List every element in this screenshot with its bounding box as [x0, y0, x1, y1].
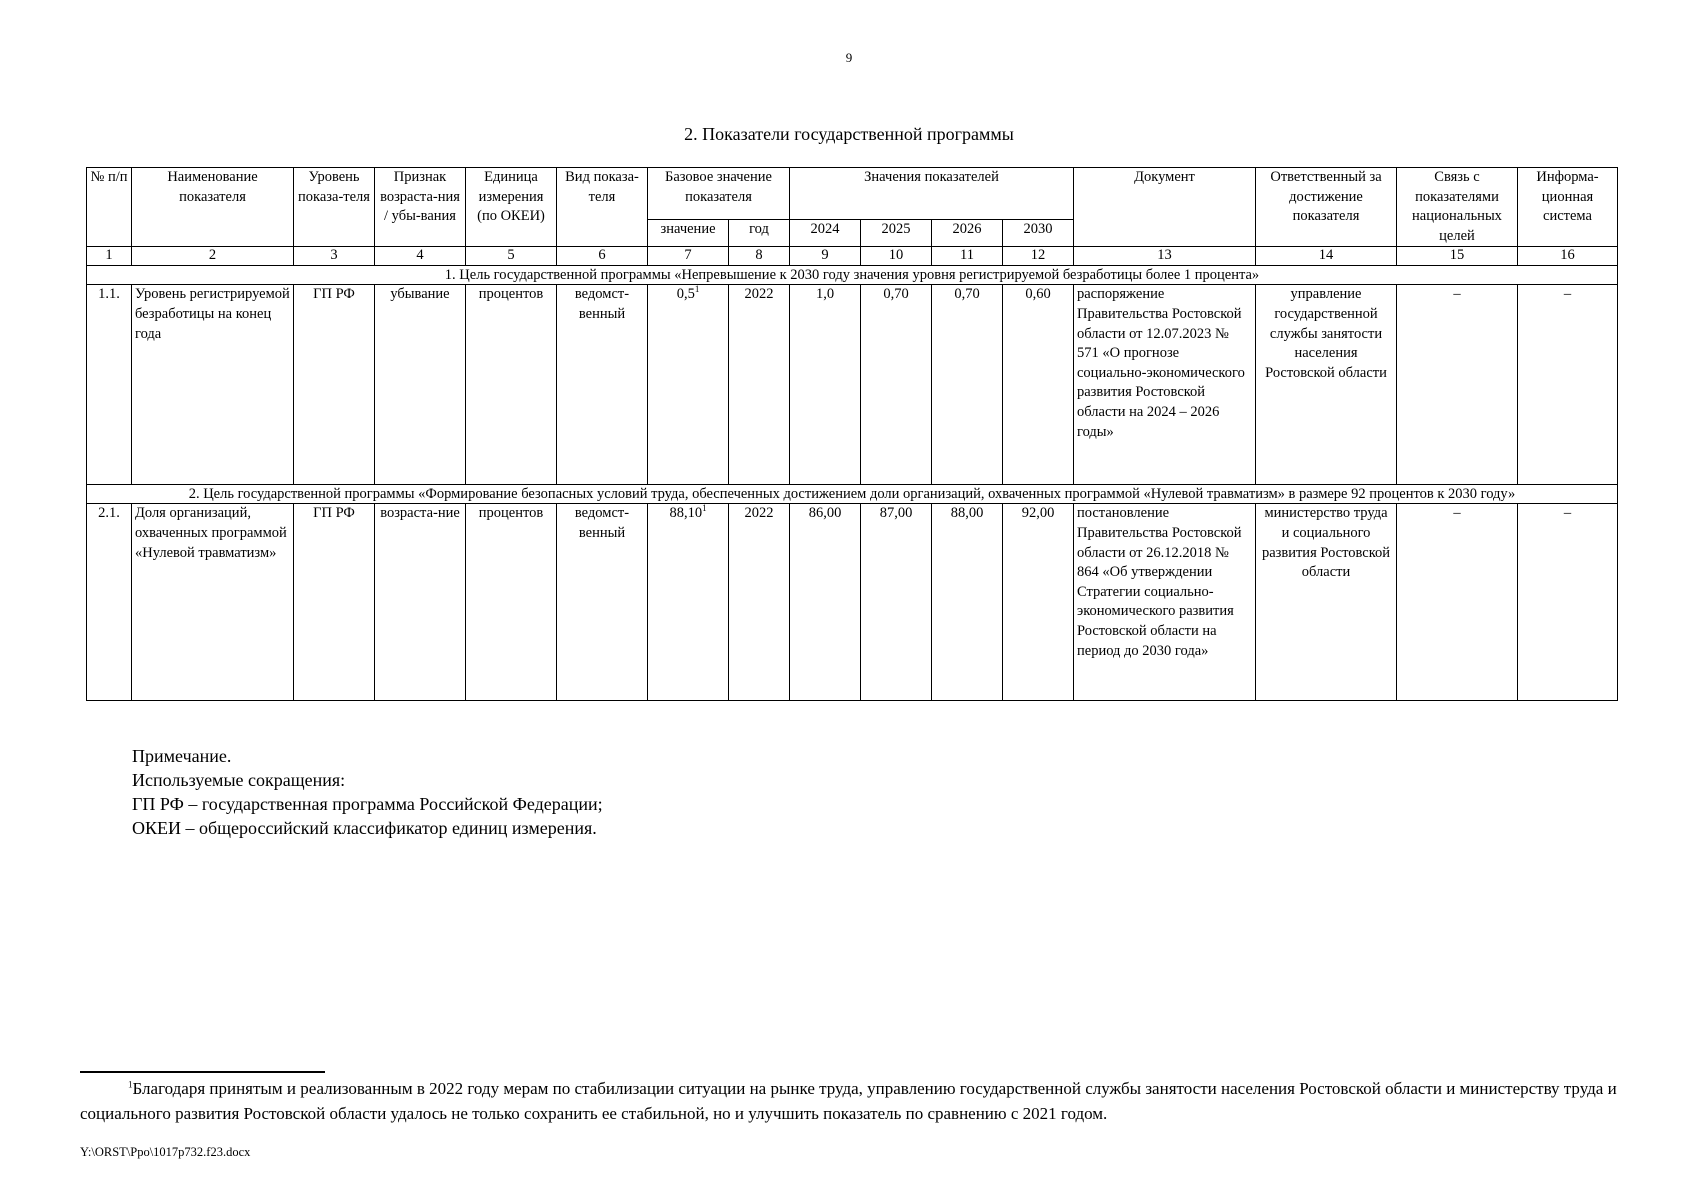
column-number: 2 [132, 247, 294, 266]
notes-title: Примечание. [132, 746, 232, 766]
column-number: 13 [1074, 247, 1256, 266]
indicator-unit: процентов [466, 285, 557, 485]
table-row [87, 504, 1618, 701]
document-cell: постановление Правительства Ростовской области от 26.12.2018 № 864 «Об утверждении Стратегии социально-экономического развития Ростовской области на период до 2030 года» [1074, 504, 1256, 701]
header-base-group: Базовое значение показателя [648, 168, 790, 220]
file-path: Y:\ORST\Ppo\1017p732.f23.docx [80, 1145, 251, 1159]
responsible-cell: управление государственной службы занятости населения Ростовской области [1256, 285, 1397, 485]
header-type: Вид показа-теля [557, 168, 648, 247]
goal-2-text: 2. Цель государственной программы «Формирование безопасных условий труда, обеспеченных достижением доли организаций, охваченных программой «Нулевой травматизм» в размере 92 процентов к 2030 году» [87, 485, 1618, 504]
system-cell: – [1518, 504, 1618, 701]
indicator-type: ведомст-венный [557, 285, 648, 485]
base-value-cell [648, 285, 729, 485]
goal-row-2 [87, 485, 1618, 504]
column-number: 16 [1518, 247, 1618, 266]
indicators-table [86, 167, 1618, 701]
value-2026: 88,00 [932, 504, 1003, 701]
base-value: 88,10 [669, 505, 703, 522]
column-number: 3 [294, 247, 375, 266]
column-number: 14 [1256, 247, 1397, 266]
header-unit: Единица измерения (по ОКЕИ) [466, 168, 557, 247]
indicator-unit: процентов [466, 504, 557, 701]
indicator-type: ведомст-венный [557, 504, 648, 701]
column-number: 9 [790, 247, 861, 266]
header-responsible: Ответственный за достижение показателя [1256, 168, 1397, 247]
header-base-year: год [729, 220, 790, 247]
column-number: 6 [557, 247, 648, 266]
goal-row-1 [87, 266, 1618, 285]
document-cell: распоряжение Правительства Ростовской области от 12.07.2023 № 571 «О прогнозе социально-экономического развития Ростовской области на 2024 – 2026 годы» [1074, 285, 1256, 485]
column-number: 5 [466, 247, 557, 266]
table-row [87, 285, 1618, 485]
abbreviations-title: Используемые сокращения: [132, 770, 346, 790]
footnote-text: Благодаря принятым и реализованным в 2022 году мерам по стабилизации ситуации на рынке труда, управлению государственной службы занятости населения Ростовской области и министерству труда и социального развития Ростовской области удалось не только сохранить ее стабильной, но и улучшить показатель по сравнению с 2021 годом. [80, 1079, 1617, 1123]
footnote-ref: 1 [694, 284, 700, 295]
header-trend: Признак возраста-ния / убы-вания [375, 168, 466, 247]
header-year-2026: 2026 [932, 220, 1003, 247]
header-document: Документ [1074, 168, 1256, 247]
column-number: 12 [1003, 247, 1074, 266]
footnote-separator [80, 1071, 325, 1073]
value-2024: 1,0 [790, 285, 861, 485]
header-level: Уровень показа-теля [294, 168, 375, 247]
header-base-value: значение [648, 220, 729, 247]
abbreviation-okei: ОКЕИ – общероссийский классификатор единиц измерения. [132, 818, 597, 838]
link-cell: – [1397, 504, 1518, 701]
column-number: 15 [1397, 247, 1518, 266]
header-no: № п/п [87, 168, 132, 247]
column-number: 11 [932, 247, 1003, 266]
column-number: 1 [87, 247, 132, 266]
base-value: 0,5 [676, 286, 695, 303]
base-value-cell [648, 504, 729, 701]
header-link: Связь с показателями национальных целей [1397, 168, 1518, 247]
notes-block [132, 744, 603, 840]
header-year-2024: 2024 [790, 220, 861, 247]
header-system: Информа-ционная система [1518, 168, 1618, 247]
base-year: 2022 [729, 504, 790, 701]
header-name: Наименование показателя [132, 168, 294, 247]
header-year-2025: 2025 [861, 220, 932, 247]
header-year-2030: 2030 [1003, 220, 1074, 247]
indicator-trend: возраста-ние [375, 504, 466, 701]
goal-1-text: 1. Цель государственной программы «Непревышение к 2030 году значения уровня регистрируемой безработицы более 1 процента» [87, 266, 1618, 285]
value-2024: 86,00 [790, 504, 861, 701]
indicator-name: Доля организаций, охваченных программой «Нулевой травматизм» [132, 504, 294, 701]
link-cell: – [1397, 285, 1518, 485]
page-number: 9 [845, 50, 853, 65]
column-number: 8 [729, 247, 790, 266]
indicator-name: Уровень регистрируемой безработицы на конец года [132, 285, 294, 485]
value-2025: 0,70 [861, 285, 932, 485]
responsible-cell: министерство труда и социального развития Ростовской области [1256, 504, 1397, 701]
value-2030: 0,60 [1003, 285, 1074, 485]
column-numbers-row [87, 247, 1618, 266]
indicator-trend: убывание [375, 285, 466, 485]
column-number: 4 [375, 247, 466, 266]
abbreviation-gp-rf: ГП РФ – государственная программа Российской Федерации; [132, 794, 603, 814]
header-values-group: Значения показателей [790, 168, 1074, 220]
indicator-level: ГП РФ [294, 285, 375, 485]
footnote [80, 1076, 1620, 1126]
section-title: 2. Показатели государственной программы [684, 124, 1014, 144]
footnote-marker: 1 [128, 1079, 133, 1090]
footnote-ref: 1 [702, 503, 707, 514]
base-year: 2022 [729, 285, 790, 485]
value-2025: 87,00 [861, 504, 932, 701]
value-2026: 0,70 [932, 285, 1003, 485]
column-number: 10 [861, 247, 932, 266]
row-no: 1.1. [87, 285, 132, 485]
value-2030: 92,00 [1003, 504, 1074, 701]
row-no: 2.1. [87, 504, 132, 701]
column-number: 7 [648, 247, 729, 266]
indicator-level: ГП РФ [294, 504, 375, 701]
system-cell: – [1518, 285, 1618, 485]
